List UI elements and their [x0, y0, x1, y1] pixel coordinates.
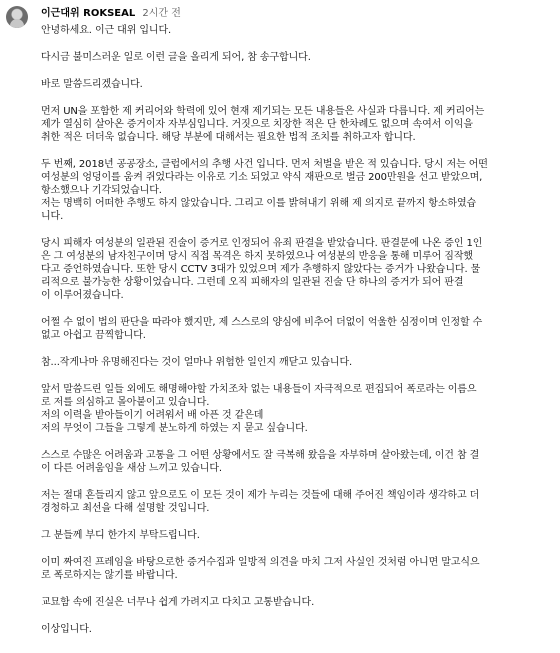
comment-paragraph [41, 409, 555, 435]
comment-header [41, 7, 552, 21]
comment-line: 여성분의 엉덩이를 움켜 쥐었다라는 이유로 기소 되었고 약식 재판으로 벌금 200만원을 선고 받았으며, [41, 172, 483, 183]
comment-line: 제가 열심히 살아온 증거이자 자부심입니다. 거짓으로 치장한 적은 단 한차례도 없으며 속여서 이익을 [41, 119, 473, 130]
comment-body [41, 24, 555, 650]
comment-paragraph [41, 105, 555, 144]
comment-line: 두 번째, 2018년 공공장소, 클럽에서의 추행 사건 입니다. 먼저 처벌을 받은 적 있습니다. 당시 저는 어떤 [41, 159, 488, 170]
comment-paragraph [41, 316, 555, 342]
comment-paragraph [41, 78, 555, 91]
comment-line: 니다. [41, 211, 64, 222]
comment-line: 저는 절대 흔들리지 않고 앞으로도 이 모든 것이 제가 누리는 것들에 대해 주어진 책임이라 생각하고 더 [41, 490, 480, 501]
comment-line: 취한 적은 더더욱 없습니다. 해당 부분에 대해서는 필요한 법적 조치를 취하고자 합니다. [41, 132, 416, 143]
comment-paragraph [41, 356, 555, 369]
comment-timestamp[interactable]: 2시간 전 [142, 8, 181, 19]
comment-line: 먼저 UN을 포함한 제 커리어와 학력에 있어 현재 제기되는 모든 내용들은 사실과 다릅니다. 제 커리어는 [41, 106, 485, 117]
comment-line: 어쩔 수 없이 법의 판단을 따라야 했지만, 제 스스로의 양심에 비추어 더없이 억울한 심정이며 인정할 수 [41, 317, 483, 328]
comment-paragraph [41, 197, 555, 223]
comment-line: 바로 말씀드리겠습니다. [41, 79, 143, 90]
comment-paragraph [41, 383, 555, 409]
comment-line: 이 다른 어려움임을 새삼 느끼고 있습니다. [41, 463, 222, 474]
avatar[interactable] [6, 6, 28, 28]
comment-line: 이 이루어졌습니다. [41, 290, 124, 301]
comment-paragraph [41, 51, 555, 64]
comment-line: 안녕하세요. 이근 대위 입니다. [41, 25, 172, 36]
comment-line: 당시 피해자 여성분의 일관된 진술이 증거로 인정되어 유죄 판결을 받았습니다. 판결문에 나온 증인 1인 [41, 238, 483, 249]
comment-paragraph [41, 158, 555, 197]
comment-line: 항소했으나 기각되었습니다. [41, 185, 162, 196]
comment-line: 교묘함 속에 진실은 너무나 쉽게 가려지고 다치고 고통받습니다. [41, 597, 315, 608]
comment-paragraph [41, 24, 555, 37]
comment-paragraph [41, 529, 555, 542]
comment-paragraph [41, 556, 555, 582]
comment-line: 없고 아쉽고 끔찍합니다. [41, 330, 146, 341]
comment-line: 스스로 수많은 어려움과 고통을 그 어떤 상황에서도 잘 극복해 왔음을 자부하며 살아왔는데, 이건 참 결 [41, 450, 480, 461]
comment-paragraph [41, 489, 555, 515]
comment-line: 참...작게나마 유명해진다는 것이 얼마나 위험한 일인지 깨닫고 있습니다. [41, 357, 353, 368]
comment-line: 로 폭로하지는 않기를 바랍니다. [41, 570, 178, 581]
comment-line: 다고 증언하였습니다. 또한 당시 CCTV 3대가 있었으며 제가 추행하지 않았다는 증거가 나왔습니다. 물 [41, 264, 481, 275]
comment-line: 저의 이력을 받아들이기 어려워서 배 아픈 것 같은데 [41, 410, 264, 421]
comment-paragraph [41, 237, 555, 302]
comment-line: 앞서 말씀드린 일들 외에도 해명해야할 가치조차 없는 내용들이 자극적으로 편집되어 폭로라는 이름으 [41, 384, 477, 395]
comment-line: 이미 짜여진 프레임을 바탕으로한 증거수집과 일방적 의견을 마치 그저 사실인 것처럼 아니면 말고식으 [41, 557, 480, 568]
comment-line: 리적으로 불가능한 상황이었습니다. 그런데 오직 피해자의 일관된 진술 단 하나의 증거가 되어 판결 [41, 277, 464, 288]
author-name[interactable]: 이근대위 ROKSEAL [41, 8, 136, 19]
comment-paragraph [41, 596, 555, 609]
comment-line: 경청하고 최선을 다해 설명할 것입니다. [41, 503, 210, 514]
comment-line: 이상입니다. [41, 624, 92, 635]
comment-paragraph [41, 449, 555, 475]
comment-line: 저의 무엇이 그들을 그렇게 분노하게 하였는 지 묻고 싶습니다. [41, 423, 308, 434]
comment-line: 그 분들께 부디 한가지 부탁드립니다. [41, 530, 200, 541]
comment-line: 다시금 불미스러운 일로 이런 글을 올리게 되어, 참 송구합니다. [41, 52, 311, 63]
comment-paragraph [41, 623, 555, 636]
comment-line: 로 저를 의심하고 몰아붙이고 있습니다. [41, 397, 210, 408]
comment-line: 은 그 여성분의 남자친구이며 당시 직접 목격은 하지 못하였으나 여성분의 반응을 통해 미루어 짐작했 [41, 251, 473, 262]
comment-line: 저는 명백히 어떠한 추행도 하지 않았습니다. 그리고 이를 밝혀내기 위해 제 의지로 끝까지 항소하였습 [41, 198, 477, 209]
